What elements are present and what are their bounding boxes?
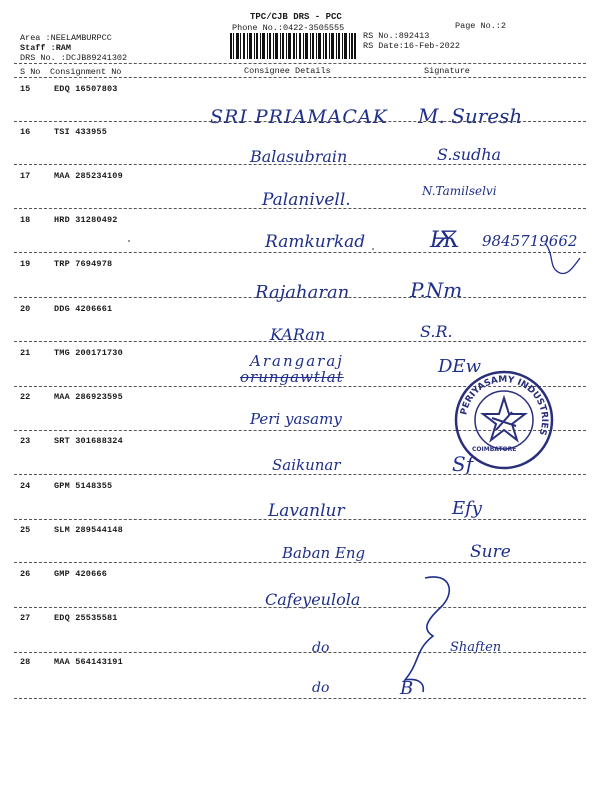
signature-squiggle-icon — [540, 238, 590, 278]
row-19-divider — [14, 297, 586, 298]
row-18-consignment: HRD 31280492 — [54, 215, 118, 225]
column-consignment: Consignment No — [50, 67, 122, 77]
column-sno: S No — [20, 67, 41, 77]
row-28-sno: 28 — [20, 657, 31, 667]
barcode-icon — [230, 33, 356, 59]
row-24-signature: Efy — [452, 498, 482, 519]
row-24-sno: 24 — [20, 481, 31, 491]
row-23-consignment: SRT 301688324 — [54, 436, 123, 446]
row-23-sno: 23 — [20, 436, 31, 446]
row-16-consignment: TSI 433955 — [54, 127, 108, 137]
row-28-consignee: do — [312, 680, 330, 696]
row-22-consignee: Peri yasamy — [250, 410, 342, 428]
row-16-signature: S.sudha — [437, 145, 502, 164]
row-18-consignee: Ramkurkad — [265, 232, 366, 252]
row-15-divider — [14, 121, 586, 122]
row-21-consignee: Arangaraj — [250, 352, 344, 370]
row-23-divider — [14, 474, 586, 475]
row-19-consignment: TRP 7694978 — [54, 259, 113, 269]
row-19-consignee: Rajaharan — [255, 282, 350, 303]
row-26-consignment: GMP 420666 — [54, 569, 108, 579]
row-15-consignment: EDQ 16507803 — [54, 84, 118, 94]
row-25-consignee: Baban Eng — [282, 544, 366, 562]
row-22-consignment: MAA 286923595 — [54, 392, 123, 402]
stamp-ring-text: PERIYASAMY INDUSTRIES — [459, 374, 550, 437]
row-26-divider — [14, 607, 586, 608]
row-20-signature: S.R. — [420, 322, 453, 341]
row-28-divider — [14, 698, 586, 699]
column-consignee: Consignee Details — [244, 66, 331, 76]
row-16-consignee: Balasubrain — [250, 147, 348, 166]
stamp-seal-icon — [452, 368, 556, 472]
row-20-divider — [14, 341, 586, 342]
row-26-sno: 26 — [20, 569, 31, 579]
row-15-signature: M. Suresh — [418, 104, 523, 128]
row-16-sno: 16 — [20, 127, 31, 137]
row-23-signature: Sf — [452, 452, 474, 476]
company-stamp — [452, 368, 556, 472]
row-21-strikethrough-text: orungawtlat — [240, 368, 344, 386]
row-23-consignee: Saikunar — [272, 456, 341, 474]
row-27-consignee: do — [312, 640, 330, 656]
phone-number: Phone No.:0422-3505555 — [232, 23, 345, 33]
row-21-consignment: TMG 200171730 — [54, 348, 123, 358]
row-27-consignment: EDQ 25535581 — [54, 613, 118, 623]
row-25-signature: Sure — [470, 542, 511, 562]
row-25-divider — [14, 562, 586, 563]
row-27-divider — [14, 652, 586, 653]
row-20-consignee: KARan — [270, 325, 326, 344]
row-17-signature: N.Tamilselvi — [422, 184, 497, 198]
row-20-sno: 20 — [20, 304, 31, 314]
page-number: Page No.:2 — [455, 21, 507, 31]
row-18-signature: 9845719662 — [482, 232, 578, 250]
row-28-signature: B — [400, 678, 414, 699]
row-17-divider — [14, 208, 586, 209]
staff-field: Staff :RAM — [20, 43, 72, 53]
row-24-consignee: Lavanlur — [268, 501, 345, 521]
rs-date: RS Date:16-Feb-2022 — [363, 41, 460, 51]
row-25-consignment: SLM 289544148 — [54, 525, 123, 535]
row-18-scribble: Ѭ — [430, 228, 460, 253]
row-21-signature: DEw — [438, 356, 481, 377]
handwritten-curve-icon — [395, 570, 475, 700]
row-25-sno: 25 — [20, 525, 31, 535]
row-22-sno: 22 — [20, 392, 31, 402]
report-title: TPC/CJB DRS - PCC — [250, 12, 342, 22]
row-18-sno: 18 — [20, 215, 31, 225]
row-26-consignee: Cafeyeulola — [265, 590, 361, 609]
row-17-consignee: Palanivell. — [262, 190, 351, 210]
row-28-consignment: MAA 564143191 — [54, 657, 123, 667]
row-15-consignee: SRI PRIAMACAK — [210, 106, 388, 128]
row-19-sno: 19 — [20, 259, 31, 269]
row-24-divider — [14, 519, 586, 520]
row-19-signature: P.Nm — [410, 278, 463, 302]
drs-number: DRS No. :DCJB89241302 — [20, 53, 128, 63]
stamp-subtext: COIMBATORE — [472, 446, 517, 453]
header-divider-top — [14, 63, 586, 64]
row-24-consignment: GPM 5148355 — [54, 481, 113, 491]
area-field: Area :NEELAMBURPCC — [20, 33, 112, 43]
row-18-divider — [14, 252, 586, 253]
scan-speck — [372, 248, 374, 250]
scan-speck — [128, 240, 130, 242]
rs-number: RS No.:892413 — [363, 31, 430, 41]
row-21-sno: 21 — [20, 348, 31, 358]
row-17-consignment: MAA 285234109 — [54, 171, 123, 181]
row-17-sno: 17 — [20, 171, 31, 181]
row-16-divider — [14, 164, 586, 165]
row-15-sno: 15 — [20, 84, 31, 94]
row-27-sno: 27 — [20, 613, 31, 623]
column-signature: Signature — [424, 66, 470, 76]
header-divider-bottom — [14, 77, 586, 78]
row-20-consignment: DDG 4206661 — [54, 304, 113, 314]
row-27-signature: Shaften — [450, 640, 502, 655]
